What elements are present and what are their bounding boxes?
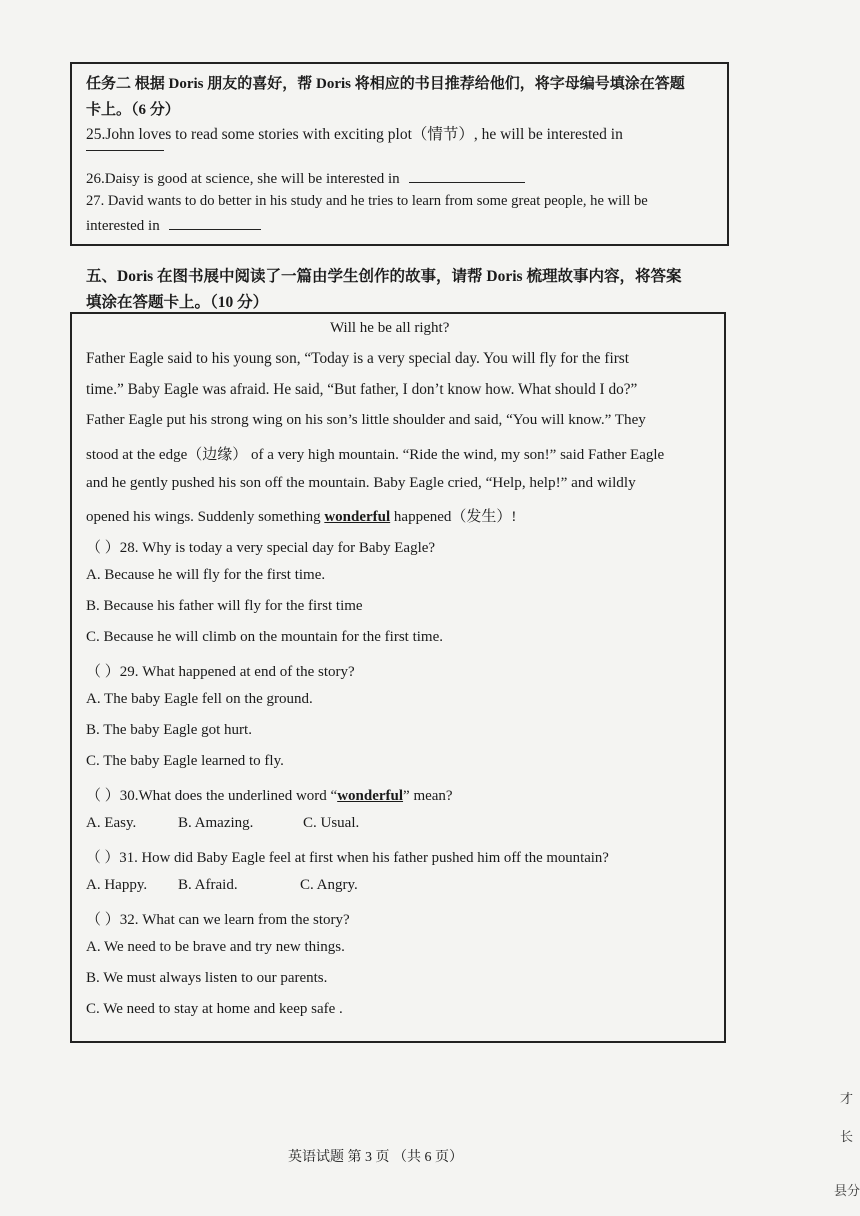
question-30-pre: （ ）30.What does the underlined word “ [86, 788, 338, 804]
question-31: （ ）31. How did Baby Eagle feel at first when his father pushed him off the mountain? [86, 850, 609, 866]
question-27: 27. David wants to do better in his study and he tries to learn from some great people, he will be [86, 193, 648, 209]
section5-heading-cont: 填涂在答题卡上。（10 分） [86, 294, 269, 311]
q32-option-b: B. We must always listen to our parents. [86, 970, 328, 986]
q32-option-a: A. We need to be brave and try new things. [86, 939, 345, 955]
q30-option-c: C. Usual. [303, 815, 360, 831]
question-30-post: ” mean? [403, 788, 453, 804]
q31-option-c: C. Angry. [300, 877, 358, 893]
task2-heading-cont: 卡上。（6 分） [86, 102, 180, 118]
q27-answer-blank [169, 217, 261, 230]
q28-option-a: A. Because he will fly for the first time. [86, 567, 326, 583]
underlined-word-wonderful: wonderful [324, 509, 391, 525]
margin-mark-2: 长 [840, 1129, 854, 1144]
question-27-cont [86, 217, 261, 235]
q28-option-b: B. Because his father will fly for the first time [86, 598, 363, 614]
story-line-2: time.” Baby Eagle was afraid. He said, “But father, I don’t know how. What should I do?” [86, 381, 638, 398]
story-line-6 [86, 505, 516, 526]
question-26 [86, 170, 525, 188]
q29-option-b: B. The baby Eagle got hurt. [86, 722, 252, 738]
q30-option-b: B. Amazing. [178, 815, 254, 831]
question-30 [86, 784, 453, 805]
q25-answer-blank [86, 150, 164, 151]
question-29: （ ）29. What happened at end of the story? [86, 664, 355, 680]
story-title: Will he be all right? [330, 320, 450, 336]
section5-heading: 五、Doris 在图书展中阅读了一篇由学生创作的故事，请帮 Doris 梳理故事内容，将答案 [86, 268, 682, 285]
question-26-text: 26.Daisy is good at science, she will be interested in [86, 171, 400, 187]
q31-option-b: B. Afraid. [178, 877, 238, 893]
margin-mark-1: 才 [840, 1091, 854, 1106]
story-line-1: Father Eagle said to his young son, “Today is a very special day. You will fly for the first [86, 350, 630, 367]
question-30-word: wonderful [337, 788, 404, 804]
story-line-5: and he gently pushed his son off the mountain. Baby Eagle cried, “Help, help!” and wildly [86, 474, 636, 491]
task2-heading: 任务二 根据 Doris 朋友的喜好，帮 Doris 将相应的书目推荐给他们，将字母编号填涂在答题 [86, 76, 685, 92]
question-25: 25.John loves to read some stories with exciting plot（情节）, he will be interested in [86, 126, 623, 143]
story-line-4: stood at the edge（边缘） of a very high mountain. “Ride the wind, my son!” said Father Eagle [86, 447, 665, 463]
q29-option-c: C. The baby Eagle learned to fly. [86, 753, 284, 769]
question-32: （ ）32. What can we learn from the story? [86, 912, 350, 928]
q26-answer-blank [409, 170, 525, 183]
story-line-6-pre: opened his wings. Suddenly something [86, 509, 325, 525]
margin-mark-3: 县分 [834, 1183, 860, 1198]
q29-option-a: A. The baby Eagle fell on the ground. [86, 691, 313, 707]
story-line-3: Father Eagle put his strong wing on his son’s little shoulder and said, “You will know.” They [86, 412, 646, 428]
q30-option-a: A. Easy. [86, 815, 137, 831]
question-28: （ ）28. Why is today a very special day for Baby Eagle? [86, 540, 436, 556]
story-line-6-post: happened（发生）! [390, 509, 517, 525]
q32-option-c: C. We need to stay at home and keep safe . [86, 1001, 343, 1017]
q28-option-c: C. Because he will climb on the mountain for the first time. [86, 629, 444, 645]
question-27-cont-text: interested in [86, 218, 160, 234]
page-footer: 英语试题 第 3 页 （共 6 页） [288, 1150, 463, 1165]
q31-option-a: A. Happy. [86, 877, 148, 893]
